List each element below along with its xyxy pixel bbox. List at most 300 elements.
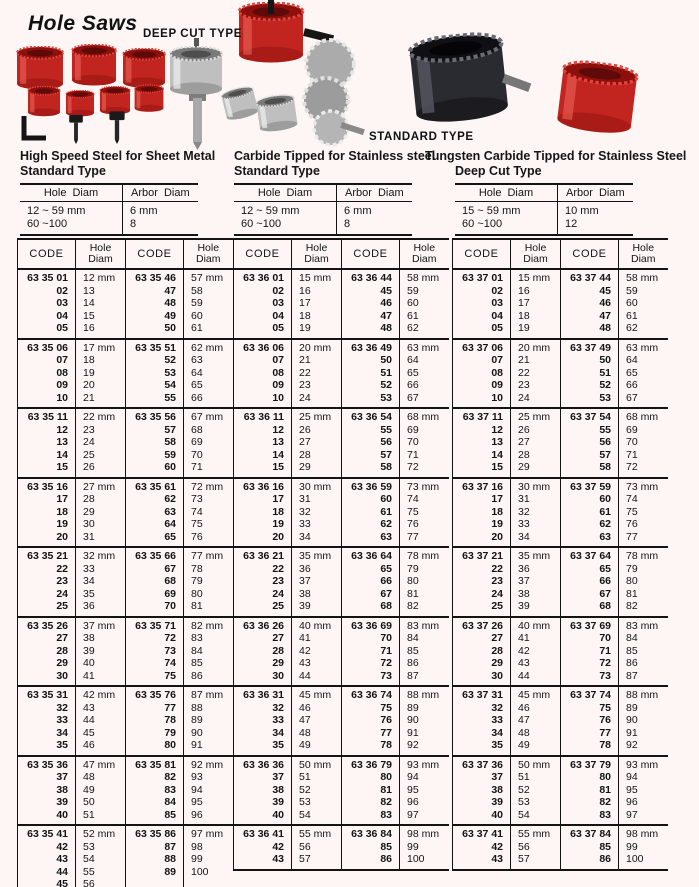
hex-key-icon (24, 116, 46, 138)
diam-value: 32 (299, 505, 311, 518)
code-cell (234, 686, 292, 756)
code-value: 63 37 49 (570, 341, 611, 354)
spec-table-carbide-tipped (234, 183, 412, 236)
diam-value: 58 mm (626, 272, 659, 284)
code-value: 63 36 64 (351, 550, 392, 562)
diam-value: 79 (407, 562, 419, 575)
spec-cell: 12 (565, 218, 578, 230)
code-band-row (234, 408, 449, 478)
diam-value: 71 (407, 448, 419, 461)
spec-header-row (20, 184, 198, 202)
code-value: 39 (272, 796, 284, 808)
code-cell (561, 269, 619, 339)
spec-cell: 15 ~ 59 mm (455, 202, 558, 219)
deep-cut-type-label: DEEP CUT TYPE (143, 28, 242, 40)
diam-value: 53 (83, 840, 95, 853)
code-value: 47 (380, 309, 392, 322)
diam-value: 21 (518, 354, 530, 366)
diam-value: 44 (518, 669, 530, 682)
diam-value: 68 mm (626, 411, 659, 423)
code-value: 48 (164, 297, 176, 309)
code-value: 53 (380, 391, 392, 404)
code-value: 17 (56, 493, 68, 505)
code-cell (453, 547, 511, 617)
hole-diam-cell (292, 408, 342, 478)
diam-value: 30 (83, 518, 95, 530)
code-value: 86 (599, 853, 611, 865)
diam-value: 24 (518, 391, 530, 404)
hole-diam-cell (400, 547, 449, 617)
code-value: 40 (491, 808, 503, 821)
diam-value: 42 (518, 644, 530, 657)
diam-value: 34 (83, 575, 95, 587)
spec-cell: 6 mm (130, 205, 158, 217)
code-value: 59 (164, 448, 176, 461)
code-cell (126, 756, 184, 826)
code-band-row (453, 478, 668, 548)
diam-value: 67 (626, 391, 638, 404)
code-cell (18, 547, 76, 617)
section-title: Tungsten Carbide Tipped for Stainless Steel (425, 149, 687, 163)
diam-value: 94 (626, 771, 638, 783)
code-value: 37 (56, 771, 68, 783)
diam-value: 87 (407, 669, 419, 682)
diam-value: 43 (83, 701, 95, 714)
code-band-row (234, 617, 449, 687)
code-value: 43 (491, 853, 503, 865)
diam-value: 85 (191, 657, 203, 669)
hole-diam-cell (511, 756, 561, 826)
code-value: 67 (599, 587, 611, 600)
code-value: 77 (599, 726, 611, 739)
diam-value: 36 (299, 562, 311, 575)
diam-value: 58 (191, 284, 203, 297)
hole-diam-cell (511, 617, 561, 687)
spec-header-row (455, 184, 633, 202)
hole-diam-col-header (292, 239, 342, 269)
hole-diam-col-header (619, 239, 668, 269)
diam-value: 64 (626, 354, 638, 366)
diam-value: 50 mm (299, 758, 332, 771)
diam-value: 61 (407, 309, 419, 322)
code-band-row (453, 269, 668, 339)
diam-value: 31 (518, 493, 530, 505)
code-value: 54 (164, 379, 176, 391)
spec-col-header: Hole Diam (455, 184, 558, 202)
diam-value: 75 (191, 518, 203, 530)
code-value: 47 (599, 309, 611, 322)
diam-value: 44 (83, 714, 95, 726)
section-title: Carbide Tipped for Stainless steel (234, 149, 436, 163)
code-cell (561, 408, 619, 478)
hole-diam-cell (619, 547, 668, 617)
diam-value: 83 mm (626, 619, 659, 632)
code-cell (453, 756, 511, 826)
code-value: 12 (56, 423, 68, 436)
diam-value: 42 mm (83, 689, 116, 701)
diam-value: 68 (191, 423, 203, 436)
diam-value: 39 (299, 600, 311, 612)
diam-value: 40 mm (299, 619, 332, 632)
diam-value: 17 (299, 297, 311, 309)
diam-value: 36 (83, 600, 95, 612)
diam-value: 35 mm (518, 550, 551, 562)
code-value: 30 (272, 669, 284, 682)
diam-value: 21 (299, 354, 311, 366)
hole-diam-cell (619, 339, 668, 409)
code-value: 35 (491, 739, 503, 751)
code-cell (561, 756, 619, 826)
code-band-row (453, 756, 668, 826)
code-cell (342, 478, 400, 548)
diam-value: 50 (83, 796, 95, 808)
diam-value: 82 (407, 600, 419, 612)
diam-value: 94 (407, 771, 419, 783)
diam-value: 84 (191, 644, 203, 657)
section-subtitle: Standard Type (234, 163, 320, 178)
code-value: 13 (56, 436, 68, 448)
code-value: 57 (164, 423, 176, 436)
code-value: 63 37 21 (462, 550, 503, 562)
code-value: 63 35 46 (135, 272, 176, 284)
diam-value: 71 (626, 448, 638, 461)
diam-value: 59 (407, 284, 419, 297)
code-value: 38 (56, 783, 68, 796)
hole-diam-cell (292, 478, 342, 548)
code-value: 23 (56, 575, 68, 587)
spec-col-header: Hole Diam (20, 184, 123, 202)
diam-value: 54 (518, 808, 530, 821)
code-value: 08 (491, 366, 503, 379)
code-band-row (18, 408, 233, 478)
diam-value: 96 (191, 808, 203, 821)
diam-value: 67 mm (191, 411, 224, 423)
diam-value: 73 mm (626, 480, 659, 493)
spec-col-header: Arbor Diam (558, 184, 633, 202)
diam-value: 73 mm (407, 480, 440, 493)
diam-value: 86 (407, 657, 419, 669)
hole-diam-cell (76, 408, 126, 478)
spec-cell: 10 mm (565, 205, 599, 217)
code-value: 72 (164, 632, 176, 644)
diam-value: 26 (299, 423, 311, 436)
code-value: 08 (272, 366, 284, 379)
code-value: 63 (599, 530, 611, 543)
code-value: 52 (380, 379, 392, 391)
hole-diam-cell (292, 547, 342, 617)
diam-value: 96 (626, 796, 638, 808)
diam-value: 56 (83, 878, 95, 887)
code-value: 29 (272, 657, 284, 669)
code-value: 63 36 84 (351, 828, 392, 840)
code-value: 51 (380, 366, 392, 379)
code-value: 25 (491, 600, 503, 612)
diam-value: 22 mm (83, 411, 116, 423)
spec-row (20, 202, 198, 219)
code-value: 63 36 79 (351, 758, 392, 771)
diam-value: 16 (83, 322, 95, 334)
code-value: 19 (272, 518, 284, 530)
diam-value: 12 mm (83, 272, 116, 284)
diam-value: 80 (626, 575, 638, 587)
diam-value: 78 (191, 562, 203, 575)
code-value: 63 35 76 (135, 689, 176, 701)
code-col-header: CODE (342, 239, 400, 269)
diam-value: 48 (518, 726, 530, 739)
spec-cell: 8 (344, 218, 351, 230)
diam-value: 66 (191, 391, 203, 404)
spec-row (455, 202, 633, 219)
hole-diam-cell (76, 756, 126, 826)
diam-value: 79 (626, 562, 638, 575)
diam-value: 18 (83, 354, 95, 366)
diam-value: 97 (407, 808, 419, 821)
diam-value: 45 mm (299, 689, 332, 701)
hole-diam-cell (511, 408, 561, 478)
diam-value: 14 (83, 297, 95, 309)
code-value: 75 (380, 701, 392, 714)
diam-value: 28 (83, 493, 95, 505)
header-line: Diam (195, 253, 221, 265)
code-value: 45 (599, 284, 611, 297)
diam-value: 75 (626, 505, 638, 518)
diam-value: 98 (191, 840, 203, 853)
code-value: 63 36 16 (243, 480, 284, 493)
diam-value: 52 mm (83, 828, 116, 840)
code-value: 05 (56, 322, 68, 334)
diam-value: 33 (299, 518, 311, 530)
code-value: 63 37 01 (462, 272, 503, 284)
diam-value: 76 (191, 530, 203, 543)
spec-col-header: Arbor Diam (123, 184, 198, 202)
hole-diam-cell (184, 547, 233, 617)
code-value: 58 (599, 461, 611, 473)
code-cell (342, 408, 400, 478)
code-value: 10 (272, 391, 284, 404)
diam-value: 20 mm (299, 341, 332, 354)
code-value: 34 (56, 726, 68, 739)
diam-value: 58 mm (407, 272, 440, 284)
hole-diam-cell (511, 269, 561, 339)
code-value: 42 (491, 840, 503, 853)
code-value: 68 (164, 575, 176, 587)
code-cell (18, 408, 76, 478)
hole-diam-cell (511, 339, 561, 409)
diam-value: 76 (407, 518, 419, 530)
diam-value: 31 (299, 493, 311, 505)
code-value: 22 (272, 562, 284, 575)
diam-value: 99 (191, 853, 203, 865)
code-band-row (453, 825, 668, 870)
diam-value: 47 mm (83, 758, 116, 771)
code-value: 75 (599, 701, 611, 714)
code-cell (126, 339, 184, 409)
code-value: 88 (164, 853, 176, 865)
code-value: 43 (56, 853, 68, 865)
diam-value: 64 (191, 366, 203, 379)
diam-value: 65 (407, 366, 419, 379)
code-value: 62 (164, 493, 176, 505)
code-value: 18 (56, 505, 68, 518)
hole-diam-cell (184, 408, 233, 478)
code-value: 33 (491, 714, 503, 726)
code-value: 35 (56, 739, 68, 751)
code-value: 09 (272, 379, 284, 391)
diam-value: 80 (407, 575, 419, 587)
spec-row (455, 218, 633, 235)
diam-value: 88 mm (626, 689, 659, 701)
diam-value: 17 (518, 297, 530, 309)
code-value: 63 37 54 (570, 411, 611, 423)
code-value: 14 (491, 448, 503, 461)
hole-diam-cell (292, 825, 342, 870)
diam-value: 91 (191, 739, 203, 751)
diam-value: 84 (626, 632, 638, 644)
diam-value: 55 mm (299, 828, 332, 840)
diam-value: 29 (299, 461, 311, 473)
diam-value: 83 mm (407, 619, 440, 632)
hole-diam-cell (619, 756, 668, 826)
diam-value: 42 (299, 644, 311, 657)
diam-value: 78 mm (626, 550, 659, 562)
hole-diam-cell (76, 547, 126, 617)
code-value: 71 (599, 644, 611, 657)
code-value: 63 35 51 (135, 341, 176, 354)
diam-value: 91 (407, 726, 419, 739)
code-value: 48 (599, 322, 611, 334)
spec-table-tungsten-carbide (455, 183, 633, 236)
diam-value: 87 mm (191, 689, 224, 701)
diam-value: 24 (83, 436, 95, 448)
code-value: 72 (599, 657, 611, 669)
diam-value: 82 (626, 600, 638, 612)
code-value: 50 (599, 354, 611, 366)
code-cell (453, 686, 511, 756)
diam-value: 94 (191, 783, 203, 796)
diam-value: 91 (626, 726, 638, 739)
code-value: 45 (56, 878, 68, 887)
diam-value: 38 (518, 587, 530, 600)
code-value: 25 (56, 600, 68, 612)
code-value: 23 (491, 575, 503, 587)
spec-col-header: Hole Diam (234, 184, 337, 202)
diam-value: 98 mm (626, 828, 659, 840)
code-col-header: CODE (234, 239, 292, 269)
code-value: 78 (380, 739, 392, 751)
code-value: 52 (599, 379, 611, 391)
code-band-row (453, 686, 668, 756)
code-value: 45 (380, 284, 392, 297)
code-value: 24 (272, 587, 284, 600)
diam-value: 88 mm (407, 689, 440, 701)
code-value: 32 (56, 701, 68, 714)
code-value: 44 (56, 865, 68, 878)
diam-value: 63 (191, 354, 203, 366)
code-value: 15 (272, 461, 284, 473)
diam-value: 41 (299, 632, 311, 644)
code-value: 73 (380, 669, 392, 682)
spec-row (20, 218, 198, 235)
hole-diam-cell (76, 339, 126, 409)
code-value: 37 (272, 771, 284, 783)
code-cell (234, 617, 292, 687)
diam-value: 27 (299, 436, 311, 448)
diam-value: 97 mm (191, 828, 224, 840)
code-cell (126, 617, 184, 687)
header-line: Hole (305, 242, 328, 254)
hole-diam-cell (619, 617, 668, 687)
code-value: 53 (164, 366, 176, 379)
diam-value: 41 (518, 632, 530, 644)
diam-value: 28 (299, 448, 311, 461)
code-header-row (453, 239, 668, 269)
diam-value: 100 (191, 865, 209, 878)
code-value: 28 (272, 644, 284, 657)
hole-diam-col-header (511, 239, 561, 269)
section-tungsten-carbide (425, 149, 686, 236)
diam-value: 99 (626, 840, 638, 853)
hole-diam-cell (400, 408, 449, 478)
code-value: 63 (164, 505, 176, 518)
diam-value: 93 mm (407, 758, 440, 771)
code-cell (18, 269, 76, 339)
code-value: 63 35 86 (135, 828, 176, 840)
diam-value: 51 (83, 808, 95, 821)
code-value: 09 (491, 379, 503, 391)
code-cell (561, 686, 619, 756)
diam-value: 16 (518, 284, 530, 297)
diam-value: 68 mm (407, 411, 440, 423)
diam-value: 19 (518, 322, 530, 334)
code-cell (342, 756, 400, 826)
code-band-row (18, 339, 233, 409)
code-value: 22 (56, 562, 68, 575)
code-cell (18, 686, 76, 756)
code-value: 82 (380, 796, 392, 808)
code-band-row (18, 547, 233, 617)
diam-value: 95 (407, 783, 419, 796)
code-value: 07 (272, 354, 284, 366)
hole-diam-cell (511, 478, 561, 548)
spec-cell: 60 ~100 (234, 218, 337, 235)
code-value: 38 (491, 783, 503, 796)
diam-value: 27 mm (83, 480, 116, 493)
diam-value: 57 (518, 853, 530, 865)
code-value: 82 (164, 771, 176, 783)
code-value: 23 (272, 575, 284, 587)
code-value: 14 (56, 448, 68, 461)
code-value: 85 (380, 840, 392, 853)
spec-table-high-speed-steel (20, 183, 198, 236)
diam-value: 92 mm (191, 758, 224, 771)
diam-value: 70 (626, 436, 638, 448)
code-value: 10 (491, 391, 503, 404)
diam-value: 43 (518, 657, 530, 669)
diam-value: 17 mm (83, 341, 116, 354)
diam-value: 22 (299, 366, 311, 379)
code-value: 86 (380, 853, 392, 865)
code-cell (126, 686, 184, 756)
code-value: 75 (164, 669, 176, 682)
diam-value: 56 (299, 840, 311, 853)
code-col-header: CODE (18, 239, 76, 269)
code-value: 65 (380, 562, 392, 575)
code-band-row (234, 686, 449, 756)
header-line: Hole (413, 242, 436, 254)
hole-diam-cell (292, 269, 342, 339)
code-value: 05 (272, 322, 284, 334)
diam-value: 33 (518, 518, 530, 530)
